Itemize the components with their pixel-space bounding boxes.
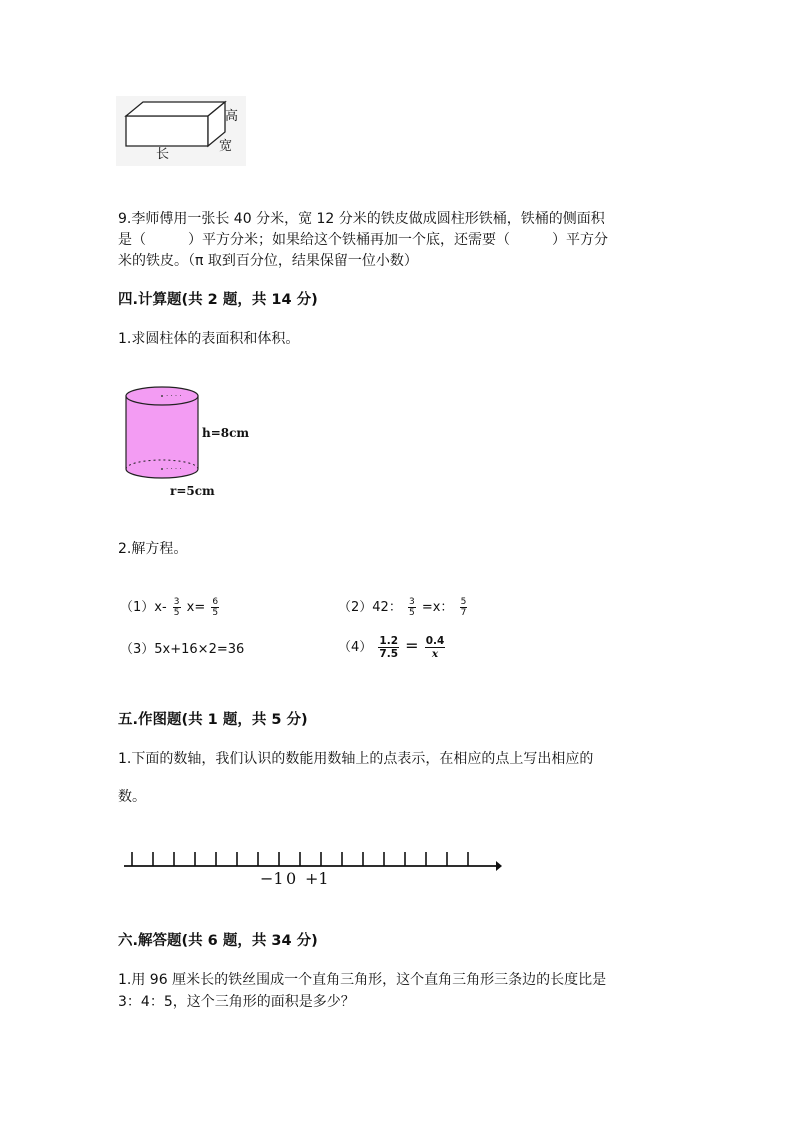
label-height: 高 xyxy=(225,109,239,124)
eq2-fraction-1: $\frac{3}{5}$ xyxy=(408,597,415,618)
equation-2: （2）42： $\frac{3}{5}$ =x： $\frac{5}{7}$ xyxy=(338,597,467,618)
cylinder-height-label: h=8cm xyxy=(202,426,250,440)
section4-q1: 1.求圆柱体的表面积和体积。 xyxy=(118,331,300,347)
section5-q1-line1: 1.下面的数轴，我们认识的数能用数轴上的点表示，在相应的点上写出相应的 xyxy=(118,751,594,767)
equation-4: （4） $\frac{1.2}{7.5}$ = $\frac{0.4}{x}$ xyxy=(338,635,445,660)
number-line-label-plus1: +1 xyxy=(305,869,329,888)
equation-1: （1）x- $\frac{3}{5}$ x= $\frac{6}{5}$ xyxy=(120,597,219,618)
section6-title: 六.解答题(共 6 题，共 34 分) xyxy=(118,933,318,949)
eq1-fraction-1: $\frac{3}{5}$ xyxy=(173,597,180,618)
eq4-fraction-1: $\frac{1.2}{7.5}$ xyxy=(379,635,399,660)
cylinder-figure xyxy=(118,386,258,501)
cylinder-radius-label: r=5cm xyxy=(170,484,215,498)
q9-line2: 是（ ）平方分米；如果给这个铁桶再加一个底，还需要（ ）平方分 xyxy=(118,232,608,248)
eq4-fraction-2: $\frac{0.4}{x}$ xyxy=(425,635,445,660)
cuboid-figure xyxy=(116,96,246,166)
number-line xyxy=(118,844,508,888)
section5-title: 五.作图题(共 1 题，共 5 分) xyxy=(118,712,308,728)
number-line-label-0: 0 xyxy=(286,869,297,888)
equation-3: （3）5x+16×2=36 xyxy=(120,642,245,657)
svg-text:. . . .: . . . . xyxy=(166,463,182,471)
eq2-fraction-2: $\frac{5}{7}$ xyxy=(460,597,467,618)
label-length: 长 xyxy=(156,147,170,162)
number-line-label-minus1: −1 xyxy=(260,869,284,888)
section4-q2: 2.解方程。 xyxy=(118,541,188,557)
label-width: 宽 xyxy=(219,139,233,154)
q9-line1: 9.李师傅用一张长 40 分米，宽 12 分米的铁皮做成圆柱形铁桶，铁桶的侧面积 xyxy=(118,211,605,227)
section6-q1-line1: 1.用 96 厘米长的铁丝围成一个直角三角形，这个直角三角形三条边的长度比是 xyxy=(118,972,607,988)
section4-title: 四.计算题(共 2 题，共 14 分) xyxy=(118,292,318,308)
eq1-fraction-2: $\frac{6}{5}$ xyxy=(212,597,219,618)
section5-q1-line2: 数。 xyxy=(118,789,146,805)
section6-q1-line2: 3：4：5，这个三角形的面积是多少？ xyxy=(118,994,355,1010)
svg-text:. . . .: . . . . xyxy=(166,390,182,398)
q9-line3: 米的铁皮。（π 取到百分位，结果保留一位小数） xyxy=(118,253,418,269)
